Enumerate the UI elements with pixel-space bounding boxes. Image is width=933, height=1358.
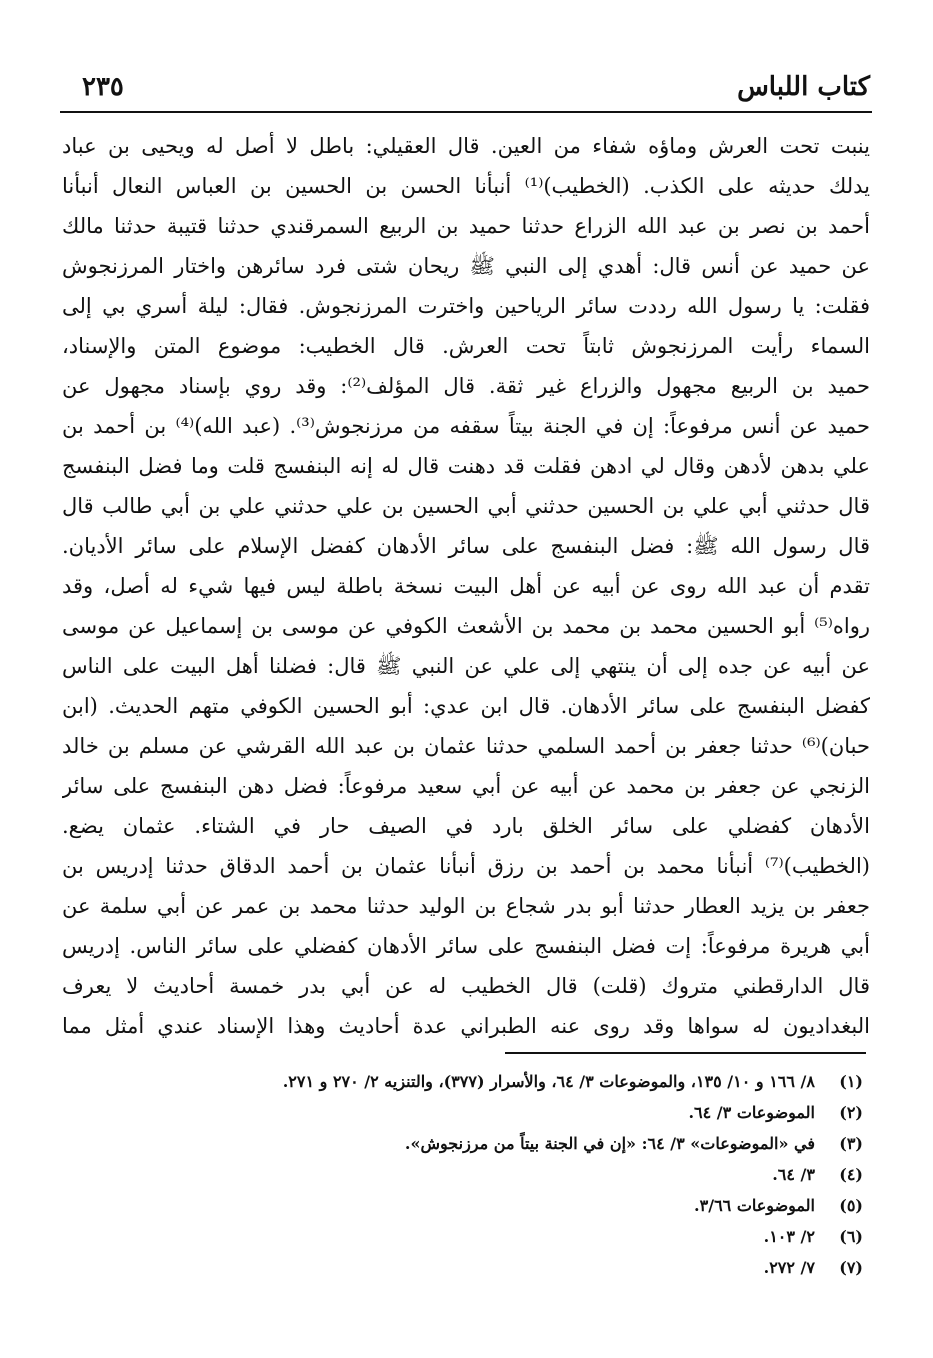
footnote-item bbox=[143, 1221, 863, 1252]
page-header bbox=[60, 62, 870, 110]
text-line: الأدهان كفضلي على سائر الخلق بارد في الصيف حار في الشتاء. عثمان يضع. bbox=[62, 814, 870, 838]
footnote-text: الموضوعات ٣/ ٦٤. bbox=[688, 1103, 815, 1122]
footnote-number: (٦) bbox=[839, 1227, 863, 1246]
footnote-number: (٥) bbox=[839, 1196, 863, 1215]
text-line: تقدم أن عبد الله روى عن أبيه عن أهل البيت نسخة باطلة ليس فيها شيء له أصل، وقد bbox=[62, 574, 870, 598]
header-divider bbox=[60, 111, 872, 113]
text-line: جعفر بن يزيد العطار حدثنا أبو بدر شجاع بن الوليد حدثنا محمد بن عمر عن أبي سلمة عن bbox=[62, 894, 870, 918]
text-line: يدلك حديثه على الكذب. (الخطيب)⁽¹⁾ أنبأنا الحسن بن الحسين بن العباس النعال أنبأنا bbox=[62, 174, 870, 198]
footnote-text: ٣/ ٦٤. bbox=[772, 1165, 815, 1184]
text-line: علي بدهن لأدهن وقال لي ادهن فقلت قد دهنت قال له إنه البنفسج قلت وما فضل البنفسج bbox=[62, 454, 870, 478]
footnote-text: في «الموضوعات» ٣/ ٦٤: «إن في الجنة بيتاً من مرزنجوش». bbox=[404, 1134, 815, 1153]
text-line: عن حميد عن أنس قال: أهدي إلى النبي ﷺ ريحان شتى فرد سائرهن واختار المرزنجوش bbox=[62, 254, 870, 278]
footnote-text: ٧/ ٢٧٢. bbox=[763, 1258, 815, 1277]
text-line: عن أبيه عن جده إلى أن ينتهي إلى علي عن النبي ﷺ قال: فضلنا أهل البيت على الناس bbox=[62, 654, 870, 678]
page-number: ٢٣٥ bbox=[82, 72, 124, 102]
text-line: قال الدارقطني متروك (قلت) قال الخطيب له عن أبي بدر خمسة أحاديث لا يعرف bbox=[62, 974, 870, 998]
footnote-divider bbox=[505, 1052, 866, 1054]
text-line: حبان)⁽⁶⁾ حدثنا جعفر بن أحمد السلمي حدثنا عثمان بن عبد الله القرشي عن مسلم بن خالد bbox=[62, 734, 870, 758]
footnote-number: (٧) bbox=[839, 1258, 863, 1277]
text-line: كفضل البنفسج على سائر الأدهان. قال ابن عدي: أبو الحسين الكوفي متهم الحديث. (ابن bbox=[62, 694, 870, 718]
text-line: البغداديون له سواها وقد روى عنه الطبراني عدة أحاديث وهذا الإسناد عندي أمثل مما bbox=[62, 1014, 870, 1038]
footnote-number: (١) bbox=[839, 1072, 863, 1091]
text-line: حميد عن أنس مرفوعاً: إن في الجنة بيتاً سقفه من مرزنجوش⁽³⁾. (عبد الله)⁽⁴⁾ بن أحمد بن bbox=[62, 414, 870, 438]
text-line: الزنجي عن جعفر بن محمد عن أبيه عن أبي سعيد مرفوعاً: فضل دهن البنفسج على سائر bbox=[62, 774, 870, 798]
text-line: قال حدثني أبي علي بن الحسين حدثني أبي الحسين بن علي حدثني علي بن أبي طالب قال bbox=[62, 494, 870, 518]
footnote-item bbox=[143, 1128, 863, 1159]
footnote-number: (٤) bbox=[839, 1165, 863, 1184]
footnote-text: ٨/ ١٦٦ و ١٠/ ١٣٥، والموضوعات ٣/ ٦٤، والأسرار (٣٧٧)، والتنزيه ٢/ ٢٧٠ و ٢٧١. bbox=[282, 1072, 815, 1091]
footnote-text: ٢/ ١٠٣. bbox=[763, 1227, 815, 1246]
footnote-item bbox=[143, 1097, 863, 1128]
text-line: ينبت تحت العرش وماؤه شفاء من العين. قال العقيلي: باطل لا أصل له ويحيى بن عباد bbox=[62, 134, 870, 158]
text-line: السماء رأيت المرزنجوش ثابتاً تحت العرش. قال الخطيب: موضوع المتن والإسناد، bbox=[62, 334, 870, 358]
text-line: أبي هريرة مرفوعاً: إت فضل البنفسج على سائر الأدهان كفضلي على سائر الناس. إدريس bbox=[62, 934, 870, 958]
footnote-item bbox=[143, 1066, 863, 1097]
footnote-item bbox=[143, 1159, 863, 1190]
text-line: (الخطيب)⁽⁷⁾ أنبأنا محمد بن أحمد بن رزق أنبأنا عثمان بن أحمد الدقاق حدثنا إدريس بن bbox=[62, 854, 870, 878]
footnote-text: الموضوعات ٣/٦٦. bbox=[694, 1196, 815, 1215]
text-line: فقلت: يا رسول الله رددت سائر الرياحين واخترت المرزنجوش. فقال: ليلة أسري بي إلى bbox=[62, 294, 870, 318]
footnotes bbox=[143, 1066, 863, 1283]
main-text bbox=[62, 126, 870, 1046]
text-line: أحمد بن نصر بن عبد الله الزراع حدثنا حميد بن الربيع السمرقندي حدثنا قتيبة حدثنا مالك bbox=[62, 214, 870, 238]
text-line: حميد بن الربيع مجهول والزراع غير ثقة. قال المؤلف⁽²⁾: وقد روي بإسناد مجهول عن bbox=[62, 374, 870, 398]
footnote-number: (٣) bbox=[839, 1134, 863, 1153]
text-line: قال رسول الله ﷺ: فضل البنفسج على سائر الأدهان كفضل الإسلام على سائر الأديان. bbox=[62, 534, 870, 558]
footnote-item bbox=[143, 1190, 863, 1221]
text-line: رواه⁽⁵⁾ أبو الحسين محمد بن محمد بن الأشعث الكوفي عن موسى بن إسماعيل عن موسى bbox=[62, 614, 870, 638]
footnote-number: (٢) bbox=[839, 1103, 863, 1122]
footnote-item bbox=[143, 1252, 863, 1283]
chapter-title: كتاب اللباس bbox=[737, 72, 870, 102]
